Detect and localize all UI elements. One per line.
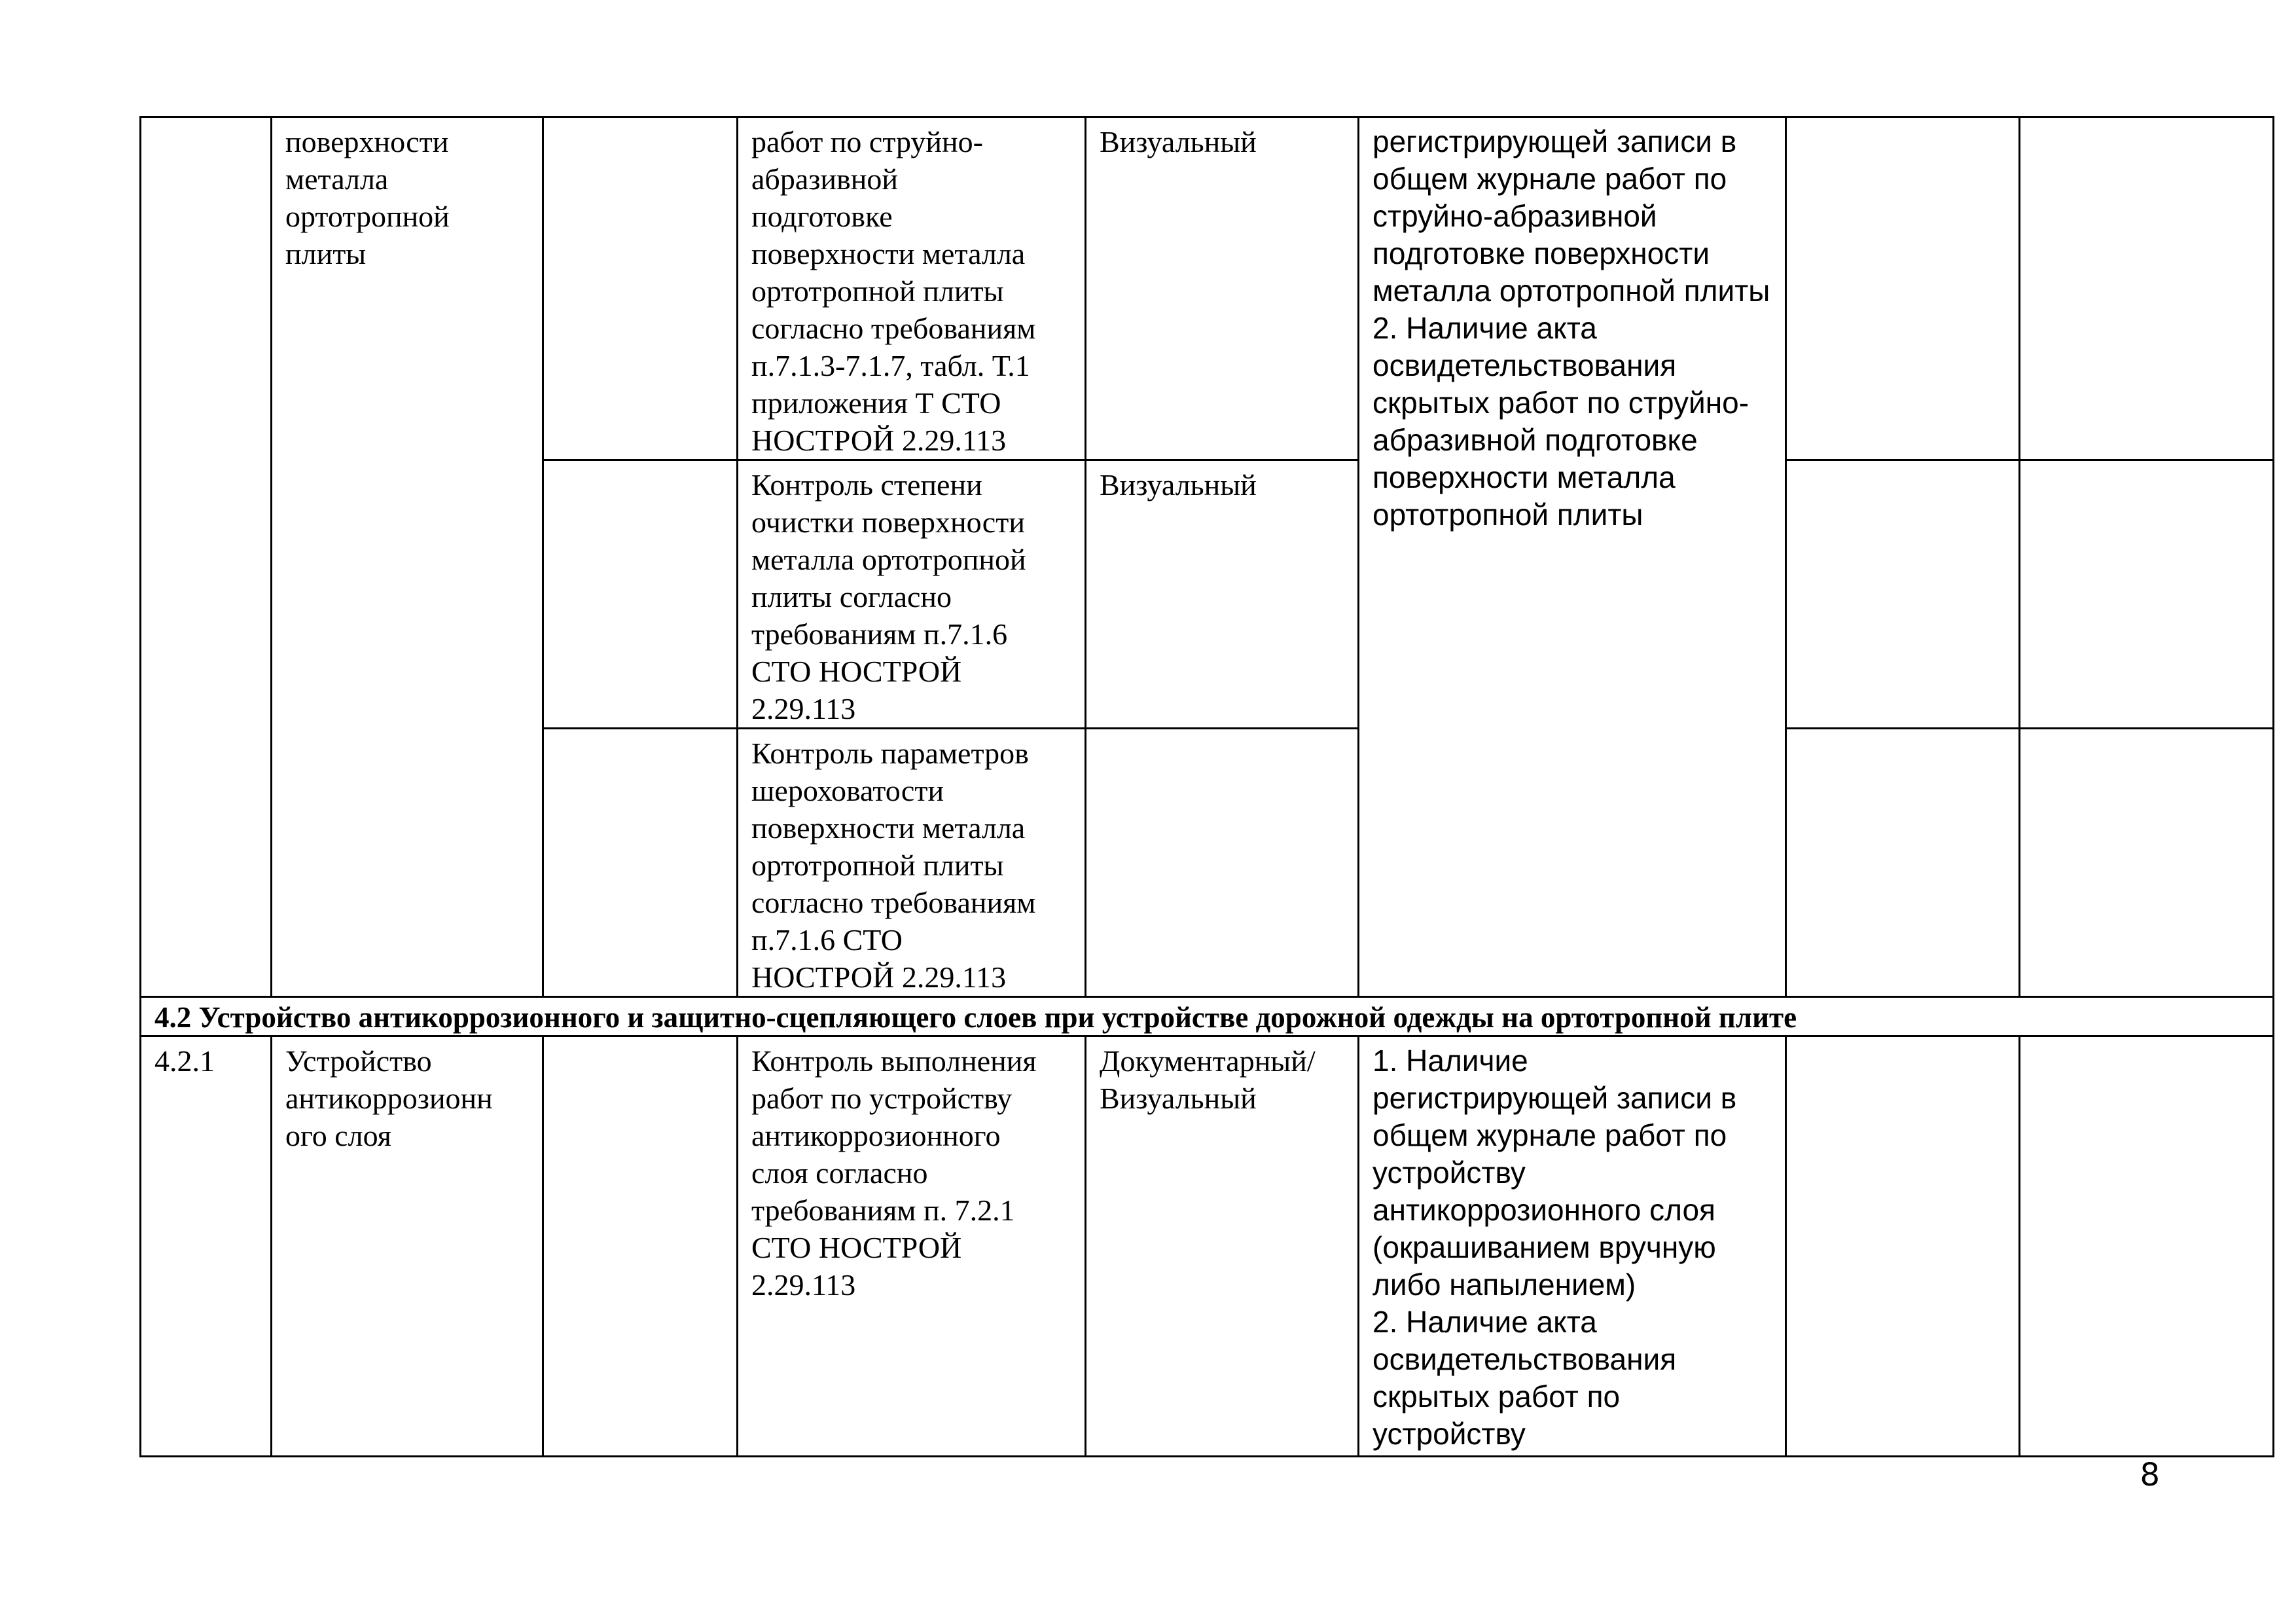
- empty-cell: [543, 460, 738, 729]
- row-number-cell: 4.2.1: [141, 1036, 272, 1457]
- control-description-cell: Контроль параметров шероховатости поверхности металла ортотропной плиты согласно требованиям п.7.1.6 СТО НОСТРОЙ 2.29.113: [738, 729, 1086, 997]
- control-description-cell: Контроль выполнения работ по устройству антикоррозионного слоя согласно требованиям п. 7.2.1 СТО НОСТРОЙ 2.29.113: [738, 1036, 1086, 1457]
- empty-cell: [1786, 729, 2020, 997]
- section-header-row: [141, 997, 2274, 1036]
- control-method-cell: [1086, 729, 1359, 997]
- inspection-table: [139, 116, 2274, 1457]
- empty-cell: [1786, 460, 2020, 729]
- page-number: 8: [2140, 1457, 2160, 1493]
- documentation-cell: регистрирующей записи в общем журнале работ по струйно-абразивной подготовке поверхности металла ортотропной плиты 2. Наличие акта освидетельствования скрытых работ по струйно- абразивной подготовке поверхности металла ортотропной плиты: [1359, 117, 1786, 997]
- empty-cell: [2020, 1036, 2274, 1457]
- empty-cell: [2020, 117, 2274, 460]
- work-stage-cell: поверхности металла ортотропной плиты: [272, 117, 543, 997]
- control-method-cell: Документарный/ Визуальный: [1086, 1036, 1359, 1457]
- empty-cell: [2020, 729, 2274, 997]
- empty-cell: [1786, 117, 2020, 460]
- empty-cell: [543, 729, 738, 997]
- control-method-cell: Визуальный: [1086, 117, 1359, 460]
- table-row: [141, 1036, 2274, 1457]
- control-description-cell: работ по струйно- абразивной подготовке поверхности металла ортотропной плиты согласно требованиям п.7.1.3-7.1.7, табл. Т.1 приложения Т СТО НОСТРОЙ 2.29.113: [738, 117, 1086, 460]
- documentation-cell: 1. Наличие регистрирующей записи в общем журнале работ по устройству антикоррозионного слоя (окрашиванием вручную либо напылением) 2. Наличие акта освидетельствования скрытых работ по устройству: [1359, 1036, 1786, 1457]
- empty-cell: [543, 1036, 738, 1457]
- control-description-cell: Контроль степени очистки поверхности металла ортотропной плиты согласно требованиям п.7.1.6 СТО НОСТРОЙ 2.29.113: [738, 460, 1086, 729]
- empty-cell: [543, 117, 738, 460]
- control-method-cell: Визуальный: [1086, 460, 1359, 729]
- empty-cell: [2020, 460, 2274, 729]
- section-header: 4.2 Устройство антикоррозионного и защитно-сцепляющего слоев при устройстве дорожной одежды на ортотропной плите: [141, 997, 2274, 1036]
- row-number-cell: [141, 117, 272, 997]
- table-row: [141, 117, 2274, 460]
- work-stage-cell: Устройство антикоррозионн ого слоя: [272, 1036, 543, 1457]
- empty-cell: [1786, 1036, 2020, 1457]
